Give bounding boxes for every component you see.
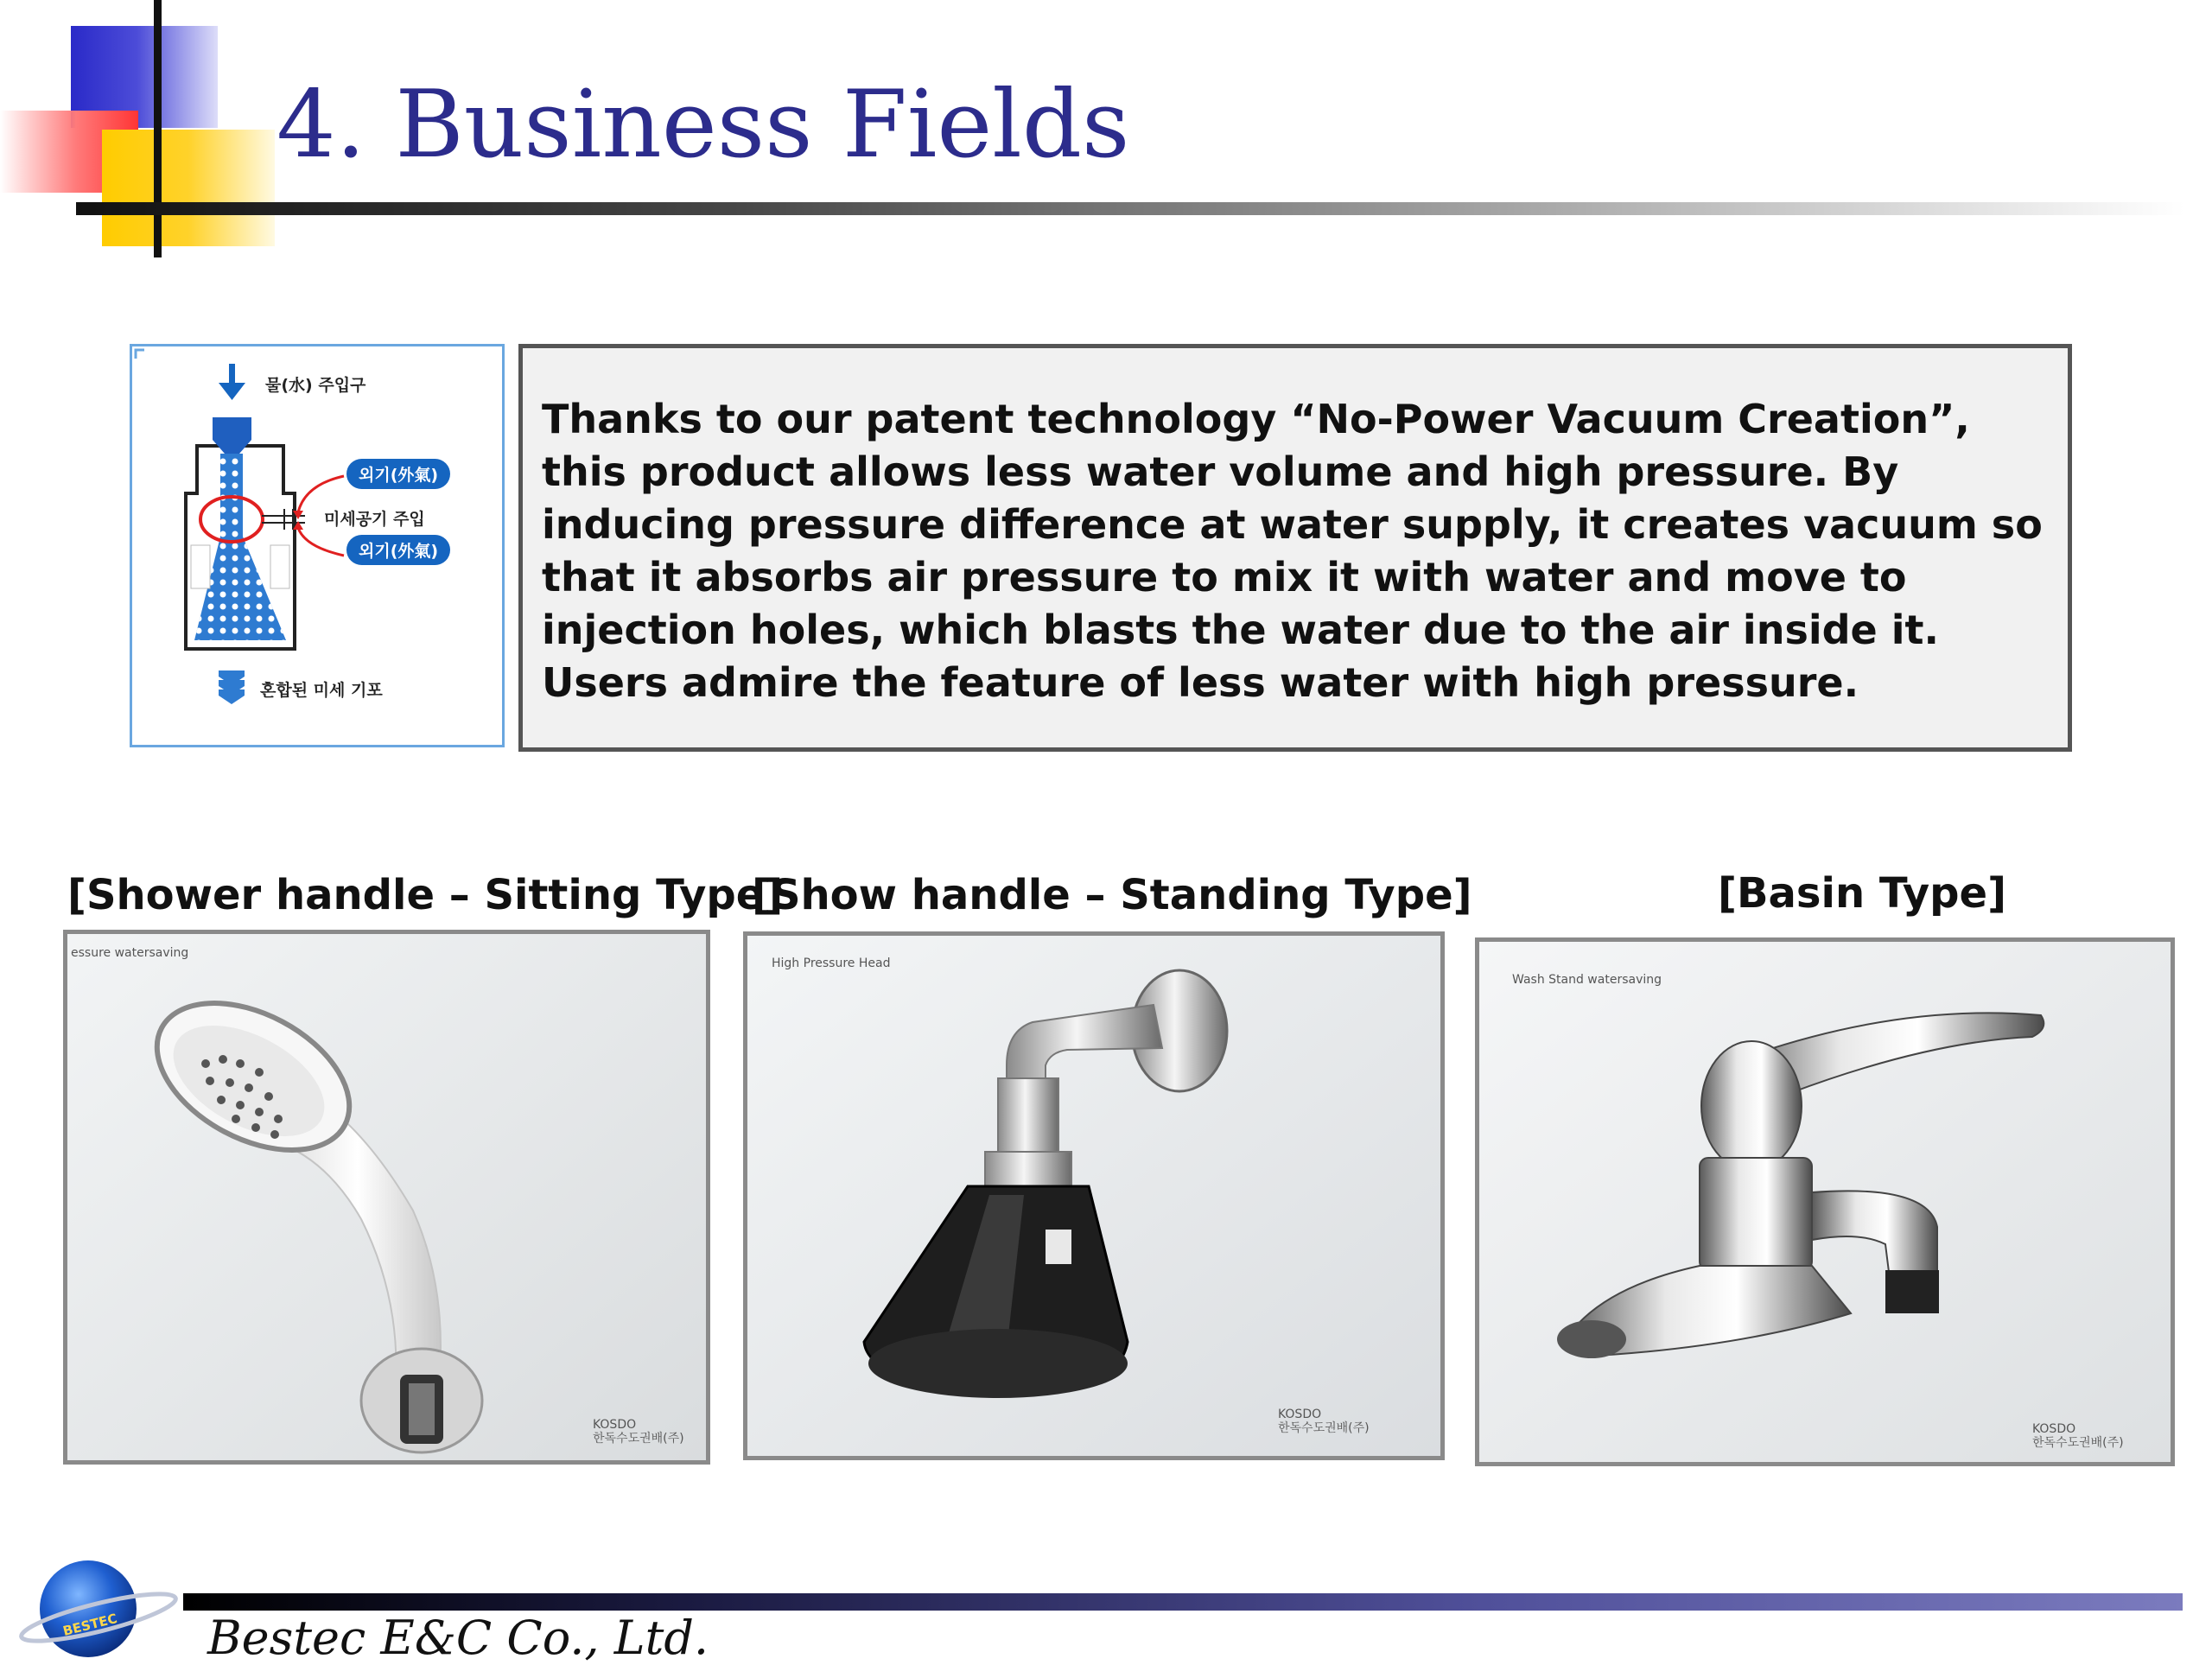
micro-air-injection-label: 미세공기 주입 (324, 510, 425, 529)
company-name: Bestec E&C Co., Ltd. (207, 1611, 709, 1665)
photo-brand-line2: 한독수도권배(주) (2032, 1436, 2124, 1450)
photo-brand-line1: KOSDO (1278, 1408, 1322, 1421)
title-deco-vertical-line (154, 0, 162, 257)
photo-note: High Pressure Head (772, 956, 891, 970)
description-text: Thanks to our patent technology “No-Power Vacuum Creation”, this product allows less water volume and high pressure. By inducing pressure difference at water supply, it creates vacuum so that it absorbs air pressure to mix it with water and move to injection holes, which blasts the water due to the air inside it. Users admire the feature of less water with high pressure. (542, 396, 2043, 706)
photo-basin (1475, 937, 2175, 1466)
company-logo (19, 1555, 183, 1659)
title-underline (76, 202, 2184, 215)
caption-basin: [Basin Type] (1718, 869, 2007, 918)
outside-air-top-badge: 외기(外氣) (346, 459, 450, 489)
caption-shower-sitting: [Shower handle – Sitting Type] (67, 871, 784, 919)
hand-shower-image (67, 934, 706, 1460)
nozzle-diagram (130, 344, 505, 747)
description-box (518, 344, 2072, 752)
logo-text: BESTEC (60, 1611, 119, 1639)
photo-brand-line1: KOSDO (593, 1418, 637, 1432)
mixed-micro-bubbles-label: 혼합된 미세 기포 (260, 681, 383, 700)
page-title: 4. Business Fields (276, 71, 1130, 179)
water-inlet-label: 물(水) 주입구 (265, 376, 366, 395)
photo-shower-sitting (63, 930, 710, 1465)
photo-brand (593, 1418, 684, 1446)
globe-logo-icon (19, 1555, 183, 1659)
photo-note: Wash Stand watersaving (1512, 973, 1662, 987)
title-deco-yellow-square (102, 130, 275, 246)
photo-brand-line1: KOSDO (2032, 1422, 2076, 1436)
photo-brand-line2: 한독수도권배(주) (593, 1432, 684, 1446)
basin-faucet-image (1479, 942, 2171, 1462)
wall-shower-head-image (747, 936, 1440, 1456)
photo-brand (1278, 1408, 1370, 1435)
photo-note: essure watersaving (71, 946, 189, 960)
photo-shower-standing (743, 931, 1445, 1460)
caption-shower-standing: [Show handle – Standing Type] (752, 871, 1472, 919)
footer-bar (183, 1593, 2183, 1611)
photo-brand-line2: 한독수도권배(주) (1278, 1421, 1370, 1435)
outside-air-bottom-badge: 외기(外氣) (346, 535, 450, 565)
photo-brand (2032, 1422, 2124, 1450)
